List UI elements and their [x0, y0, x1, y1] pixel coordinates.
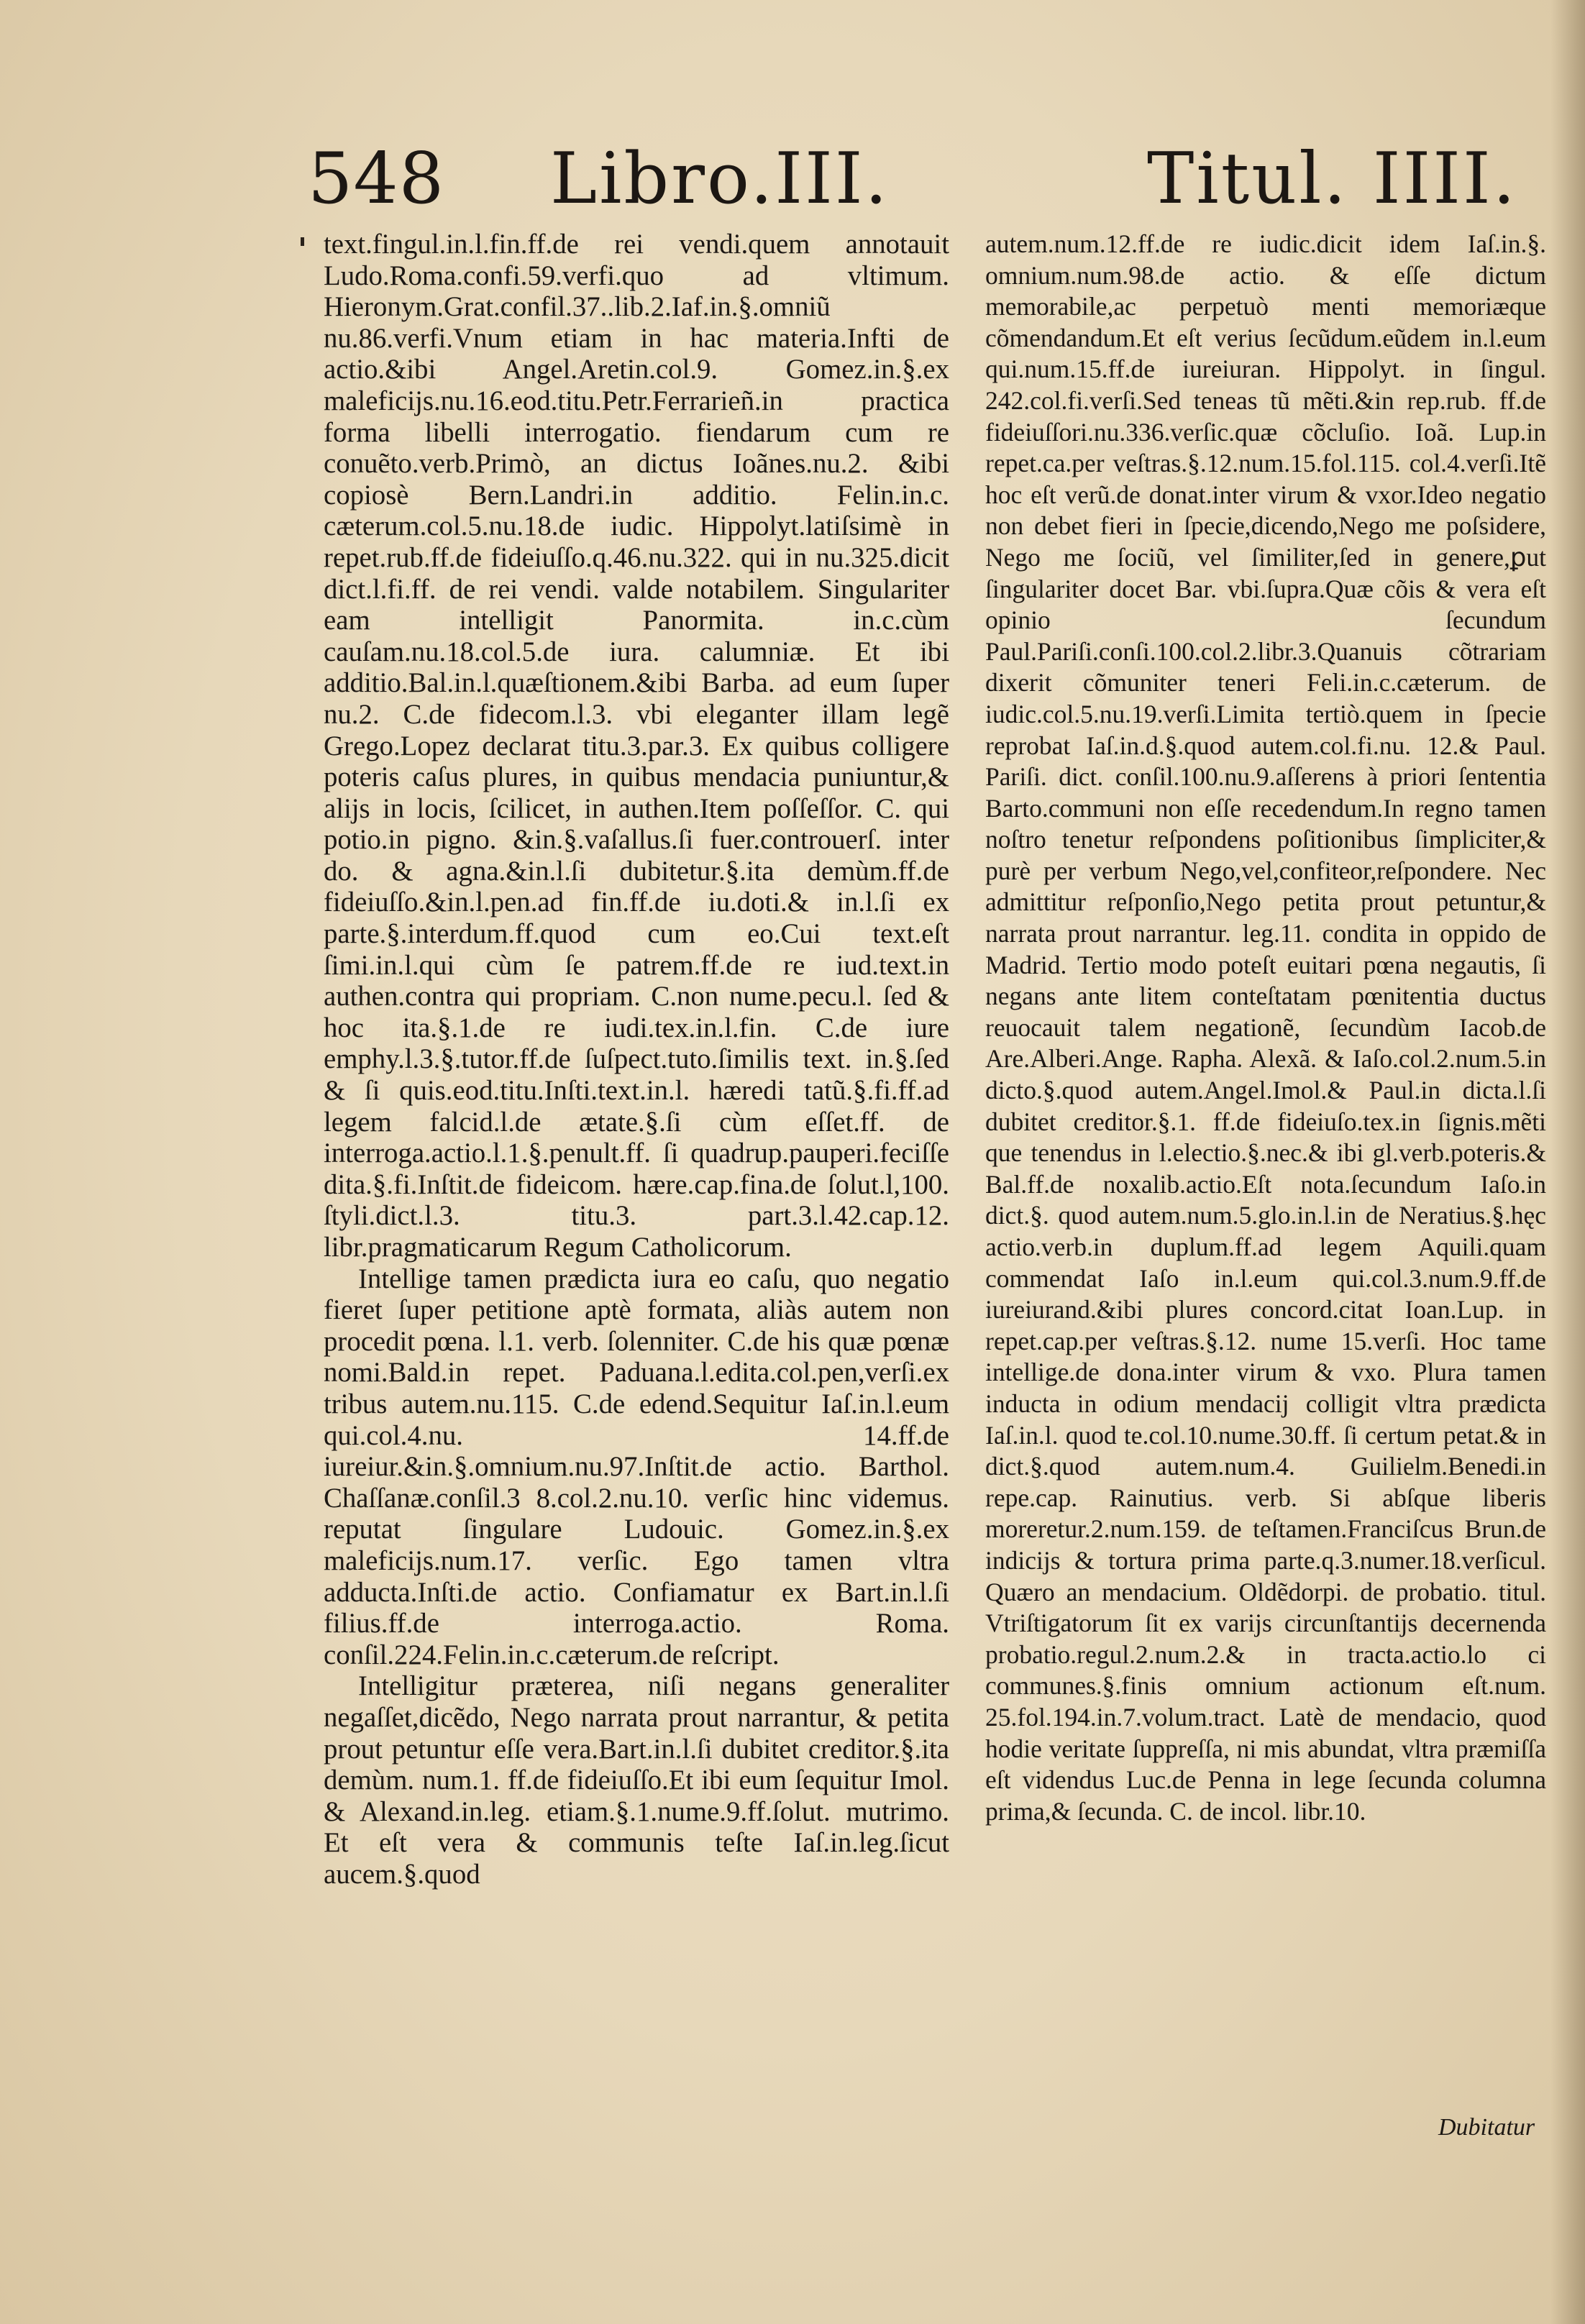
page-gutter-shadow — [1550, 0, 1585, 2324]
right-paragraph-1: autem.num.12.ff.de re iudic.dicit idem Iaſ.in.§. omnium.num.98.de actio. & eſſe dictum memorabile,ac perpetuò menti memoriæque cõmendandum.Et eſt verius ſecũdum.eũdem in.l.eum qui.num.15.ff.de iureiuran. Hippolyt. in ſingul. 242.col.fi.verſi.Sed teneas tũ mẽti.&in rep.rub. ff.de fideiuſſori.nu.336.verſic.quæ cõcluſio. Ioã. Lup.in repet.ca.per veſtras.§.12.num.15.fol.115. col.4.verſi.Itẽ hoc eſt verũ.de donat.inter virum & vxor.Ideo negatio non debet fieri in ſpecie,dicendo,Nego me poſsidere, Nego me ſociũ, vel ſimiliter,ſed in genere,ꝑut ſingulariter docet Bar. vbi.ſupra.Quæ cõis & vera eſt opinio ſecundum Paul.Pariſi.conſi.100.col.2.libr.3.Quanuis cõtrariam dixerit cõmuniter teneri Feli.in.c.cæterum. de iudic.col.5.nu.19.verſi.Limita tertiò.quem in ſpecie reprobat Iaſ.in.d.§.quod autem.col.fi.nu. 12.& Paul. Pariſi. dict. conſil.100.nu.9.aſſerens à priori ſententia Barto.communi non eſſe recedendum.In regno tamen noſtro tenetur reſpondens poſitionibus ſimpliciter,& purè per verbum Nego,vel,confiteor,reſpondere. Nec admittitur reſponſio,Nego petita prout petuntur,& narrata prout narrantur. leg.11. condita in oppido de Madrid. Tertio modo poteſt euitari pœna negautis, ſi negans ante litem conteſtatam pœnitentia ductus reuocauit talem negationẽ, ſecundùm Iacob.de Are.Alberi.Ange. Rapha. Alexã. & Iaſo.col.2.num.5.in dicto.§.quod autem.Angel.Imol.& Paul.in dicta.l.ſi dubitet creditor.§.1. ff.de fideiuſo.tex.in ſignis.mẽti que tenendus in l.electio.§.nec.& ibi gl.verb.poteris.& Bal.ff.de noxalib.actio.Eſt nota.ſecundum Iaſo.in dict.§. quod autem.num.5.glo.in.l.in de Neratius.§.hęc actio.verb.in duplum.ff.ad legem Aquili.quam commendat Iaſo in.l.eum qui.col.3.num.9.ff.de iureiurand.&ibi plures concord.citat Ioan.Lup. in repet.cap.per veſtras.§.12. nume 15.verſi. Hoc tame intellige.de dona.inter virum & vxo. Plura tamen inducta in odium mendacij colligit vltra prædicta Iaſ.in.l. quod te.col.10.nume.30.ff. ſi certum petat.& in dict.§.quod autem.num.4. Guilielm.Benedi.in repe.cap. Rainutius. verb. Si abſque liberis moreretur.2.num.159. de teſtamen.Franciſcus Brun.de indicijs & tortura prima parte.q.3.numer.18.verſicul. Quæro an mendacium. Oldẽdorpi. de probatio. titul. Vtriſtigatorum ſit ex varijs circunſtantijs decernenda probatio.regul.2.num.2.& in tracta.actio.lo ci communes.§.finis omnium actionum eſt.num. 25.fol.194.in.7.volum.tract. Latè de mendacio, quod hodie veritate ſuppreſſa, ni mis abundat, vltra præmiſſa eſt videndus Luc.de Penna in lege ſecunda columna prima,& ſecunda. C. de incol. libr.10. — [985, 229, 1546, 1826]
left-paragraph-2: Intellige tamen prædicta iura eo caſu, quo negatio fieret ſuper petitione aptè formata, aliàs autem non procedit pœna. l.1. verb. ſolenniter. C.de his quæ pœnæ nomi.Bald.in repet. Paduana.l.edita.col.pen,verſi.ex tribus autem.nu.115. C.de edend.Sequitur Iaſ.in.l.eum qui.col.4.nu. 14.ff.de iureiur.&in.§.omnium.nu.97.Inſtit.de actio. Barthol. Chaſſanæ.conſil.3 8.col.2.nu.10. verſic hinc videmus. reputat ſingulare Ludouic. Gomez.in.§.ex maleficijs.num.17. verſic. Ego tamen vltra adducta.Inſti.de actio. Confiamatur ex Bart.in.l.ſi filius.ff.de interroga.actio. Roma. conſil.224.Felin.in.c.cæterum.de reſcript. — [324, 1263, 949, 1670]
catchword: Dubitatur — [1438, 2114, 1535, 2141]
section-title: Titul. IIII. — [1147, 138, 1517, 220]
margin-mark — [301, 237, 304, 246]
running-header — [0, 122, 1585, 230]
book-title: Libro.III. — [550, 138, 890, 220]
left-paragraph-1: text.fingul.in.l.fin.ff.de rei vendi.quem annotauit Ludo.Roma.confi.59.verfi.quo ad vltimum. Hieronym.Grat.confil.37..lib.2.Iaf.in.§.omniũ nu.86.verfi.Vnum etiam in hac materia.Infti de actio.&ibi Angel.Aretin.col.9. Gomez.in.§.ex maleficijs.nu.16.eod.titu.Petr.Ferrarieñ.in practica forma libelli interrogatio. fiendarum cum re conuẽto.verb.Primò, an dictus Ioãnes.nu.2. &ibi copiosè Bern.Landri.in additio. Felin.in.c. cæterum.col.5.nu.18.de iudic. Hippolyt.latiſsimè in repet.rub.ff.de fideiuſſo.q.46.nu.322. qui in nu.325.dicit dict.l.fi.ff. de rei vendi. valde notabilem. Singulariter eam intelligit Panormita. in.c.cùm cauſam.nu.18.col.5.de iura. calumniæ. Et ibi additio.Bal.in.l.quæſtionem.&ibi Barba. ad eum ſuper nu.2. C.de fidecom.l.3. vbi eleganter illam legẽ Grego.Lopez declarat titu.3.par.3. Ex quibus colligere poteris caſus plures, in quibus mendacia puniuntur,& alijs in locis, ſcilicet, in authen.Item poſſeſſor. C. qui potio.in pigno. &in.§.vaſallus.ſi fuer.controuerſ. inter do. & agna.&in.l.ſi dubitetur.§.ita demùm.ff.de fideiuſſo.&in.l.pen.ad fin.ff.de iu.doti.& in.l.ſi ex parte.§.interdum.ff.quod cum eo.Cui text.eſt ſimi.in.l.qui cùm ſe patrem.ff.de re iud.text.in authen.contra qui propriam. C.non nume.pecu.l. ſed & hoc ita.§.1.de re iudi.tex.in.l.fin. C.de iure emphy.l.3.§.tutor.ff.de ſuſpect.tuto.ſimilis text. in.§.ſed & ſi quis.eod.titu.Inſti.text.in.l. hæredi tatũ.§.fi.ff.ad legem falcid.l.de ætate.§.ſi cùm eſſet.ff. de interroga.actio.l.1.§.penult.ff. ſi quadrup.pauperi.feciſſe dita.§.fi.Inſtit.de fideicom. hære.cap.fina.de ſolut.l,100. ſtyli.dict.l.3. titu.3. part.3.l.42.cap.12. libr.pragmaticarum Regum Catholicorum. — [324, 229, 949, 1263]
left-paragraph-3: Intelligitur præterea, niſi negans generaliter negaſſet,dicẽdo, Nego narrata prout narrantur, & petita prout petuntur eſſe vera.Bart.in.l.ſi dubitet creditor.§.ita demùm. num.1. ff.de fideiuſſo.Et ibi eum ſequitur Imol. & Alexand.in.leg. etiam.§.1.nume.9.ff.ſolut. mutrimo. Et eſt vera & communis teſte Iaſ.in.leg.ſicut aucem.§.quod — [324, 1670, 949, 1890]
right-text-column — [985, 229, 1546, 2156]
left-text-column — [324, 229, 949, 2156]
page-number: 548 — [308, 138, 445, 220]
